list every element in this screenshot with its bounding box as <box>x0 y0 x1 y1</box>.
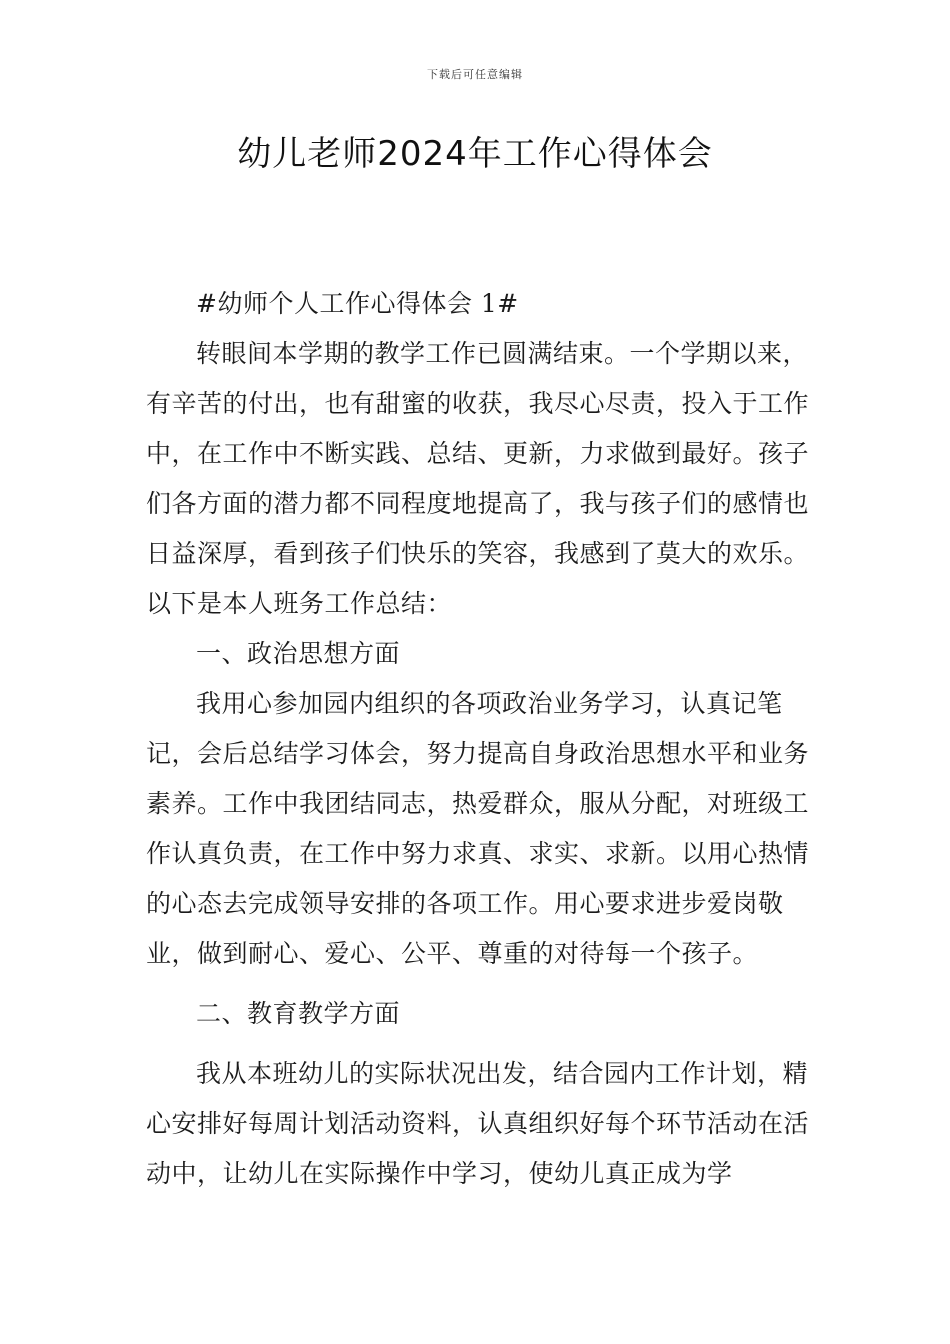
section-heading: #幼师个人工作心得体会 1# <box>196 289 519 318</box>
intro-paragraph: 转眼间本学期的教学工作已圆满结束。一个学期以来，有辛苦的付出，也有甜蜜的收获，我尽心尽责，投入于工作中，在工作中不断实践、总结、更新，力求做到最好。孩子们各方面的潜力都不同程度地提高了，我与孩子们的感情也日益深厚，看到孩子们快乐的笑容，我感到了莫大的欢乐。以下是本人班务工作总结： <box>146 339 810 618</box>
document-title: 幼儿老师2024年工作心得体会 <box>237 134 713 174</box>
politics-paragraph: 我用心参加园内组织的各项政治业务学习，认真记笔记，会后总结学习体会，努力提高自身政治思想水平和业务素养。工作中我团结同志，热爱群众，服从分配，对班级工作认真负责，在工作中努力求真、求实、求新。以用心热情的心态去完成领导安排的各项工作。用心要求进步爱岗敬业，做到耐心、爱心、公平、尊重的对待每一个孩子。 <box>146 689 810 968</box>
heading-politics: 一、政治思想方面 <box>196 639 401 668</box>
heading-teaching: 二、教育教学方面 <box>196 999 401 1028</box>
header-note: 下载后可任意编辑 <box>427 68 523 81</box>
teaching-paragraph: 我从本班幼儿的实际状况出发，结合园内工作计划，精心安排好每周计划活动资料，认真组织好每个环节活动在活动中，让幼儿在实际操作中学习，使幼儿真正成为学 <box>146 1059 810 1188</box>
document-body <box>146 279 816 1199</box>
